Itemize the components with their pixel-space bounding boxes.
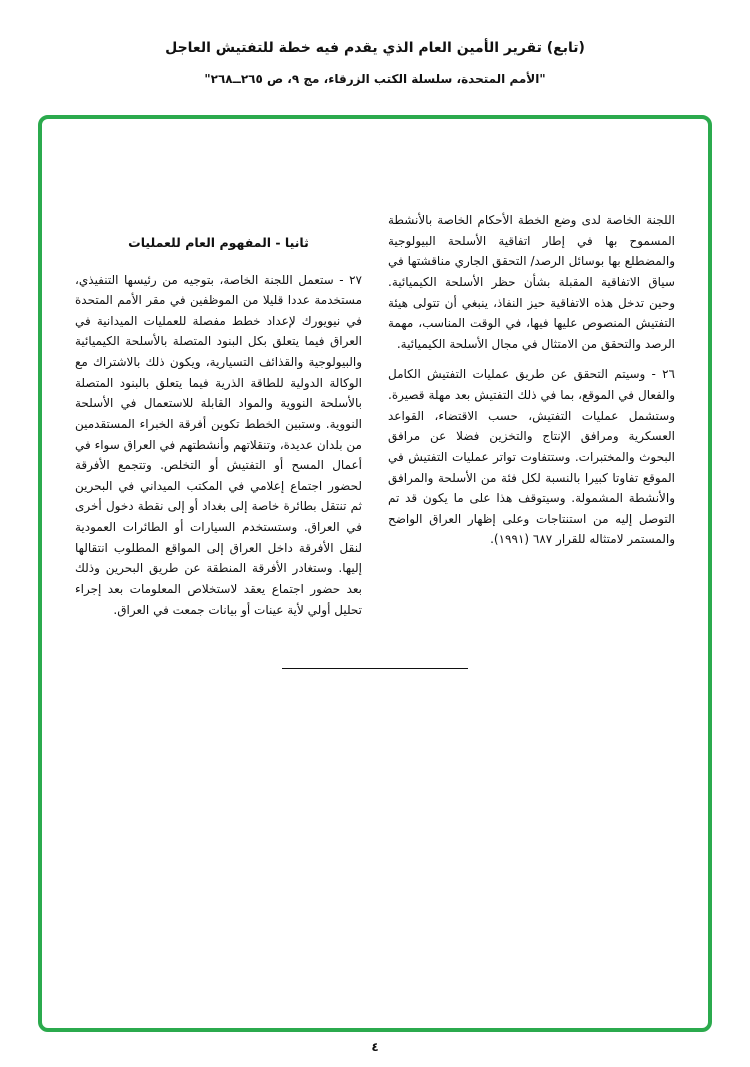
- paragraph-26: ٢٦ - وسيتم التحقق عن طريق عمليات التفتيش الكامل والفعال في الموقع، بما في ذلك التفتيش بعد مهلة قصيرة. وستشمل عمليات التفتيش، حسب الاقتضاء، القواعد العسكرية ومرافق الإنتاج والتخزين فضلا عن مرافق البحوث والمختبرات. وستتفاوت تواتر عمليات التفتيش في الموقع تفاوتا كبيرا بالنسبة لكل فئة من الأسلحة والمرافق والأنشطة المشمولة. وسيتوقف هذا على ما يكون قد تم التوصل إليه من استنتاجات وعلى إظهار العراق الواضح والمستمر لامتثاله للقرار ٦٨٧ (١٩٩١).: [388, 367, 675, 547]
- two-column-layout: [42, 119, 708, 630]
- right-column: [388, 210, 675, 630]
- page-footer: [0, 1040, 750, 1054]
- paragraph-27: ٢٧ - ستعمل اللجنة الخاصة، بتوجيه من رئيسها التنفيذي، مستخدمة عددا قليلا من الموظفين في مقر الأمم المتحدة في نيويورك لإعداد خطط مفصلة للعمليات الميدانية في العراق فيما يتعلق بكل البنود المتصلة بالأسلحة الكيميائية والبيولوجية والقذائف التسيارية، ويكون ذلك بالاشتراك مع الوكالة الدولية للطاقة الذرية فيما يتعلق بالبنود المتصلة بالأسلحة النووية والمواد القابلة للاستعمال في الأسلحة النووية. وستبين الخطط تكوين أفرقة الخبراء المستقدمين من بلدان عديدة، وتنقلاتهم وأنشطتهم في العراق سواء في أعمال المسح أو التفتيش أو التخلص. وتتجمع الأفرقة لحضور اجتماع إعلامي في المكتب الميداني في البحرين ثم تنتقل بطائرة خاصة إلى بغداد أو إلى نقطة دخول أخرى في العراق. وستستخدم السيارات أو الطائرات العمودية لنقل الأفرقة داخل العراق إلى المواقع المطلوب انتقالها إليها. وستغادر الأفرقة المنطقة عن طريق البحرين وذلك بعد حضور اجتماع يعقد لاستخلاص المعلومات بعد إجراء تحليل أولي لأية عينات أو بيانات جمعت في العراق.: [75, 272, 362, 617]
- section-divider-line: [282, 668, 468, 669]
- content-border-box: [38, 115, 712, 1032]
- header-subtitle: "الأمم المتحدة، سلسلة الكتب الزرقاء، مج ٩، ص ٢٦٥ــ٢٦٨": [204, 72, 546, 86]
- paragraph-continuation: اللجنة الخاصة لدى وضع الخطة الأحكام الخاصة بالأنشطة المسموح بها في إطار اتفاقية الأسلحة البيولوجية والمضطلع بها بوسائل الرصد/ التحقق الجاري مناقشتها في سياق الاتفاقية المقبلة بشأن حظر الأسلحة الكيميائية. وحين تدخل هذه الاتفاقية حيز النفاذ، ينبغي أن تتولى هيئة التفتيش المنصوص عليها فيها، في الوقت المناسب، مهمة الرصد والتحقق من الامتثال في مجال الأسلحة الكيميائية.: [388, 213, 675, 351]
- section-heading: ثانيا - المفهوم العام للعمليات: [128, 235, 309, 250]
- document-header: [0, 0, 750, 86]
- page-number: ٤: [371, 1040, 379, 1054]
- left-column: [75, 232, 362, 630]
- header-title: (تابع) تقرير الأمين العام الذي يقدم فيه خطة للتفتيش العاجل: [165, 40, 585, 56]
